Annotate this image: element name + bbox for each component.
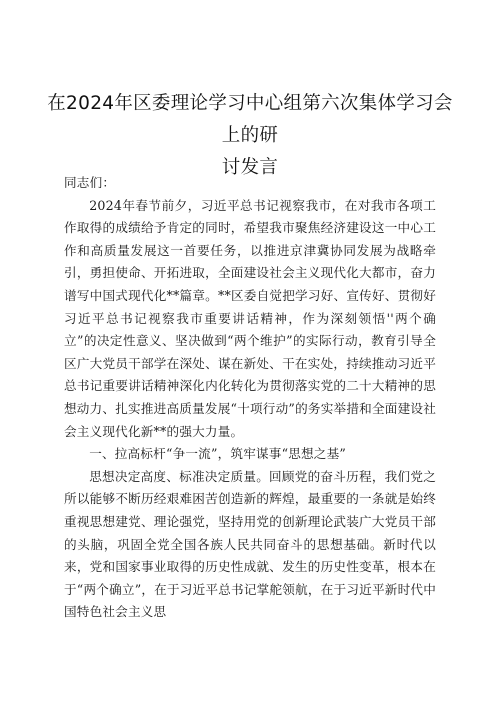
- salutation: 同志们：: [64, 175, 116, 190]
- paragraph-2: 思想决定高度、标准决定质量。回顾党的奋斗历程，我们党之所以能够不断历经艰难困苦创造新的辉煌，最重要的一条就是始终重视思想建党、理论强党，坚持用党的创新理论武装广大党员干部的头脑，巩固全党全国各族人民共同奋斗的思想基础。新时代以来，党和国家事业取得的历史性成就、发生的历史性变革，根本在于“两个确立”，在于习近平总书记掌舵领航，在于习近平新时代中国特色社会主义思: [64, 468, 436, 620]
- paragraph-1: 2024年春节前夕，习近平总书记视察我市，在对我市各项工作取得的成绩给予肯定的同时，希望我市聚焦经济建设这一中心工作和高质量发展这一首要任务，以推进京津冀协同发展为战略牵引，勇担使命、开拓进取，全面建设社会主义现代化大都市，奋力谱写中国式现代化**篇章。**区委自觉把学习好、宣传好、贯彻好习近平总书记视察我市重要讲话精神，作为深刻领悟''两个确立”的决定性意义、坚决做到“两个维护”的实际行动，教育引导全区广大党员干部学在深处、谋在新处、干在实处，持续推动习近平总书记重要讲话精神深化内化转化为贯彻落实党的二十大精神的思想动力、扎实推进高质量发展“十项行动”的务实举措和全面建设社会主义现代化新**的强大力量。: [64, 197, 436, 439]
- title-line-2: 讨发言: [221, 157, 279, 178]
- document-body: [64, 172, 436, 624]
- document-title: [40, 88, 460, 184]
- section-heading-1: 一、拉高标杆“争一流”，筑牢谋事“思想之基”: [89, 446, 347, 462]
- title-line-1: 在2024年区委理论学习中心组第六次集体学习会上的研: [47, 93, 453, 146]
